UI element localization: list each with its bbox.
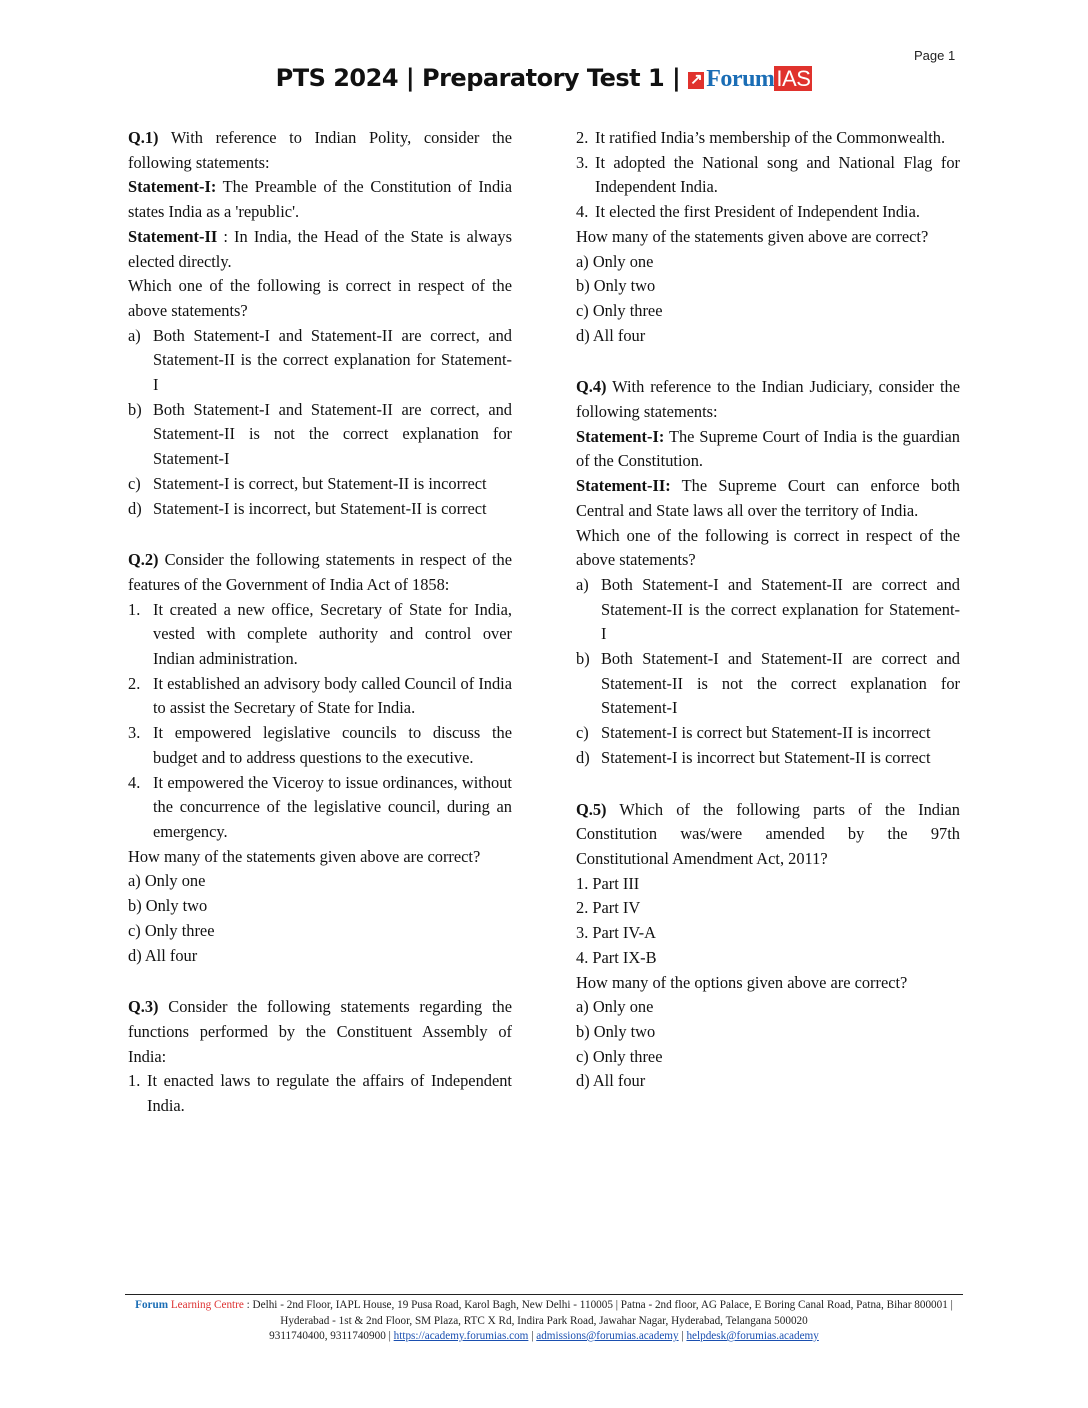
item-label: b) [128, 399, 142, 419]
question-number: Q.3) [128, 997, 159, 1017]
item-text: Both Statement-I and Statement-II are correct, and Statement-II is not the correct explanation for Statement-I [153, 399, 512, 469]
paragraph: How many of the statements given above are correct? [576, 226, 929, 246]
item-text: It adopted the National song and National Flag for Independent India. [595, 152, 960, 197]
paragraph: c) Only three [576, 1046, 663, 1066]
paragraph: 1. Part III [576, 873, 640, 893]
item-label: d) [128, 498, 142, 518]
statement-text: The Preamble of the Constitution of India states India as a 'republic'. [128, 177, 512, 222]
website-link[interactable]: https://academy.forumias.com [393, 1330, 529, 1342]
paragraph: Which one of the following is correct in respect of the above statements? [128, 276, 512, 320]
footer-divider: | [528, 1330, 537, 1342]
question-stem [128, 126, 512, 175]
forumias-logo [688, 66, 812, 93]
item-label: a) [128, 325, 141, 345]
list-item [128, 472, 512, 497]
list-item [128, 598, 512, 672]
paragraph: 4. Part IX-B [576, 947, 657, 967]
item-text: Both Statement-I and Statement-II are correct, and Statement-II is the correct explanation for Statement- I [153, 325, 512, 395]
question-text: Consider the following statements in respect of the features of the Government of India Act of 1858: [128, 550, 512, 594]
paragraph: d) All four [576, 325, 646, 345]
paragraph: b) Only two [576, 1021, 656, 1041]
question-text: With reference to the Indian Judiciary, consider the following statements: [576, 377, 960, 422]
statement [128, 175, 512, 224]
list-item [128, 398, 512, 472]
admissions-email-link[interactable]: admissions@forumias.academy [536, 1330, 679, 1342]
paragraph: a) Only one [576, 997, 654, 1017]
item-label: 1. [128, 1071, 141, 1091]
item-text: Both Statement-I and Statement-II are correct and Statement-II is not the correct explanation for Statement-I [601, 649, 960, 718]
right-column [576, 126, 960, 1094]
page-number: Page 1 [914, 48, 956, 63]
logo-ias: IAS [776, 66, 811, 91]
left-column [128, 126, 512, 1119]
list-item [128, 324, 512, 398]
paragraph: 2. Part IV [576, 898, 641, 918]
statement-label: Statement-I: [128, 177, 217, 197]
spacer [128, 521, 512, 548]
item-label: 4. [128, 772, 141, 792]
paragraph: c) Only three [128, 920, 215, 940]
statement-label: Statement-II [128, 226, 218, 246]
list-item [576, 151, 960, 200]
list-item [128, 497, 512, 522]
spacer [576, 771, 960, 798]
statement [576, 425, 960, 474]
item-label: 2. [128, 673, 141, 693]
list-item [576, 126, 960, 151]
item-label: 2. [576, 128, 589, 147]
paragraph: b) Only two [128, 896, 208, 916]
item-text: Statement-I is incorrect but Statement-II is correct [601, 747, 931, 767]
item-text: Statement-I is correct, but Statement-II is incorrect [153, 473, 487, 493]
question-number: Q.1) [128, 128, 159, 147]
paragraph: How many of the statements given above are correct? [128, 846, 481, 866]
statement-label: Statement-II: [576, 476, 671, 496]
footer-org-forum: Forum [135, 1299, 169, 1311]
paragraph: 3. Part IV-A [576, 923, 656, 943]
list-item [576, 746, 960, 771]
list-item [576, 647, 960, 721]
paragraph: c) Only three [576, 300, 663, 320]
item-text: It created a new office, Secretary of State for India, vested with complete authority and control over Indian administration. [153, 599, 512, 669]
statement-label: Statement-I: [576, 426, 665, 446]
paragraph: a) Only one [128, 871, 206, 891]
footer [125, 1294, 963, 1345]
item-label: c) [576, 723, 589, 743]
footer-address: Delhi - 2nd Floor, IAPL House, 19 Pusa Road, Karol Bagh, New Delhi - 110005 | Patna - 2nd floor, AG Palace, E Boring Canal Road, Patna, Bihar 800001 | Hyderabad - 1st & 2nd Floor, SM Plaza, RTC X Rd, Indira Park Road, Jawahar Nagar, Hyderabad, Telangana 500020 [252, 1299, 953, 1327]
paragraph: d) All four [128, 945, 198, 965]
statement-text: The Supreme Court of India is the guardian of the Constitution. [576, 426, 960, 471]
paragraph: d) All four [576, 1071, 646, 1091]
item-label: d) [576, 747, 590, 767]
footer-phones: 9311740400, 9311740900 | [269, 1330, 394, 1342]
question-number: Q.5) [576, 799, 607, 819]
item-label: 3. [128, 723, 141, 743]
statement [576, 474, 960, 523]
item-text: It enacted laws to regulate the affairs of Independent India. [147, 1071, 512, 1116]
footer-org-centre: Learning Centre [170, 1299, 244, 1311]
list-item [128, 771, 512, 845]
list-item [128, 1069, 512, 1118]
helpdesk-email-link[interactable]: helpdesk@forumias.academy [686, 1330, 819, 1342]
list-item [128, 721, 512, 770]
item-text: It empowered the Viceroy to issue ordinances, without the concurrence of the legislative council, during an emergency. [153, 772, 512, 841]
statement [128, 225, 512, 274]
logo-forum: Forum [706, 66, 775, 92]
statement-text: : In India, the Head of the State is always elected directly. [128, 226, 512, 271]
item-text: It established an advisory body called Council of India to assist the Secretary of State for India. [153, 673, 512, 718]
arrow-icon: ↗ [690, 72, 703, 88]
item-text: Both Statement-I and Statement-II are correct and Statement-II is the correct explanation for Statement- I [601, 574, 960, 644]
item-text: Statement-I is incorrect, but Statement-II is correct [153, 498, 487, 518]
item-text: It elected the first President of Independent India. [595, 202, 920, 222]
question-text: Which of the following parts of the Indian Constitution was/were amended by the 97th Constitutional Amendment Act, 2011? [576, 799, 961, 868]
question-text: With reference to Indian Polity, consider the following statements: [128, 128, 512, 172]
question-stem [128, 548, 512, 597]
item-label: 4. [576, 202, 589, 222]
list-item [576, 721, 960, 746]
question-stem [576, 798, 960, 872]
paragraph: b) Only two [576, 276, 656, 296]
spacer [128, 968, 512, 995]
question-number: Q.2) [128, 550, 159, 570]
question-stem [576, 375, 960, 424]
paragraph: a) Only one [576, 251, 654, 271]
item-text: It ratified India’s membership of the Commonwealth. [595, 128, 946, 147]
item-label: a) [576, 574, 589, 594]
statement-text: The Supreme Court can enforce both Central and State laws all over the territory of India. [576, 476, 960, 520]
footer-sep: : [243, 1299, 253, 1311]
question-number: Q.4) [576, 377, 607, 397]
list-item [128, 672, 512, 721]
footer-divider: | [678, 1330, 687, 1342]
item-label: c) [128, 473, 141, 493]
paragraph: How many of the options given above are correct? [576, 972, 908, 992]
item-label: b) [576, 649, 590, 669]
item-label: 3. [576, 152, 589, 172]
list-item [576, 200, 960, 225]
question-text: Consider the following statements regarding the functions performed by the Constituent Assembly of India: [128, 997, 512, 1066]
spacer [576, 348, 960, 375]
page-title [0, 64, 1088, 93]
list-item [576, 573, 960, 647]
paragraph: Which one of the following is correct in respect of the above statements? [576, 525, 960, 570]
title-text: PTS 2024 | Preparatory Test 1 | [275, 64, 681, 92]
question-stem [128, 995, 512, 1069]
item-text: It empowered legislative councils to discuss the budget and to address questions to the executive. [153, 723, 512, 767]
item-text: Statement-I is correct but Statement-II is incorrect [601, 723, 931, 743]
item-label: 1. [128, 599, 141, 619]
